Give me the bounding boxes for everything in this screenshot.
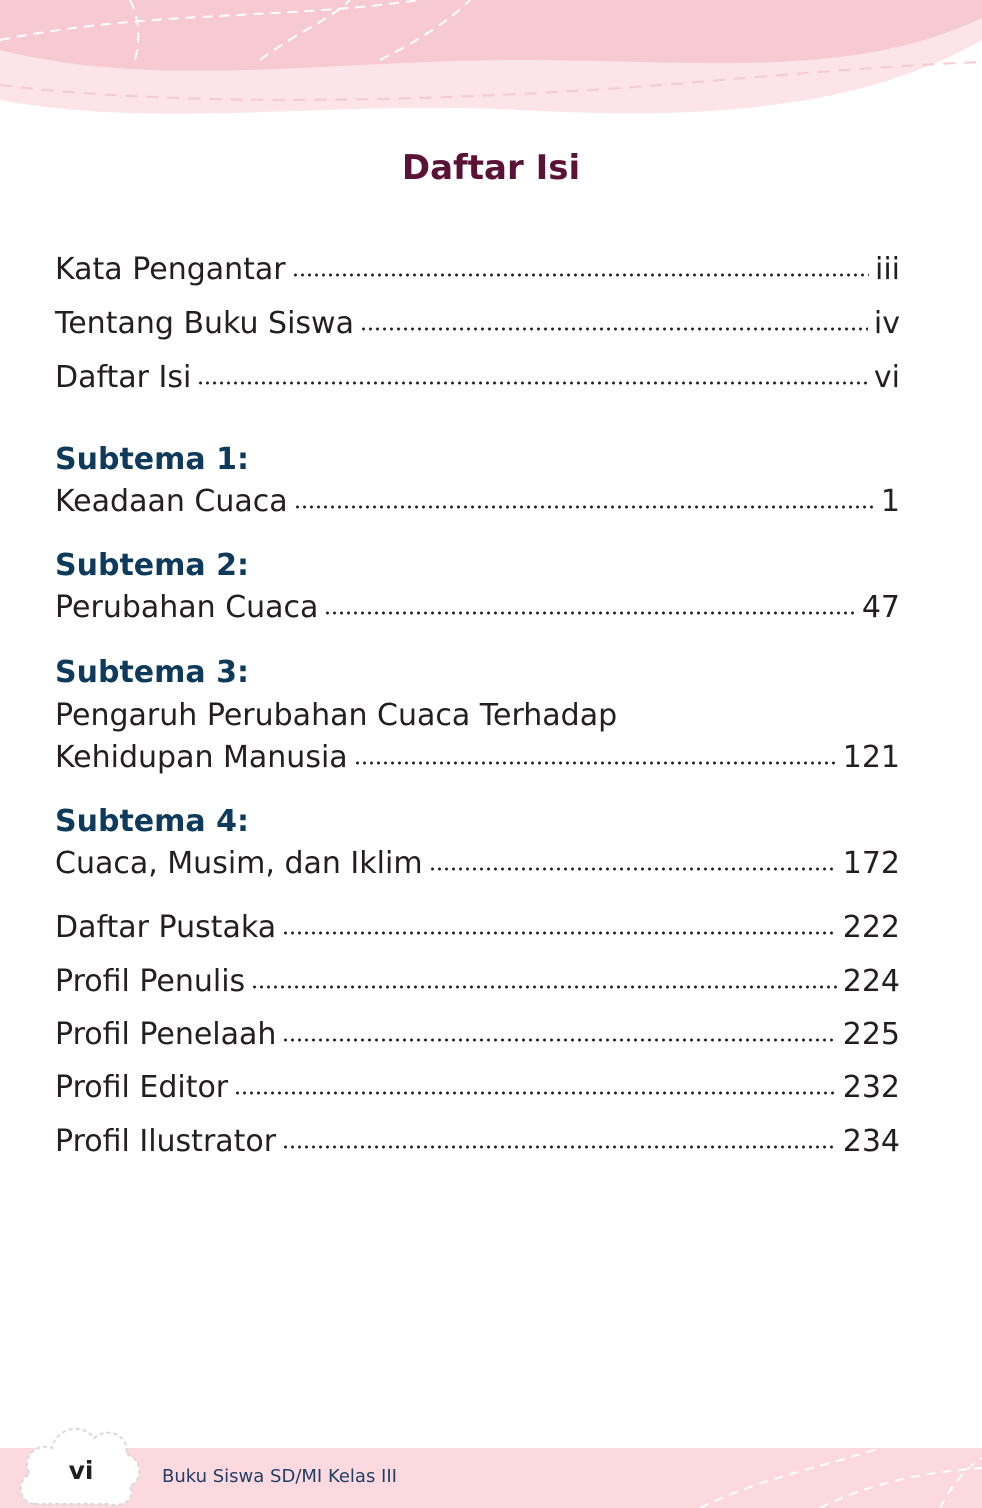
leader-dots [324,611,855,615]
toc-entry-label: Kata Pengantar [55,252,286,287]
toc-entry-daftar-isi[interactable] [55,360,900,402]
leader-dots [251,985,837,989]
toc-entry-profil-ilustrator[interactable] [55,1124,900,1166]
footer-dashed-decoration [0,1448,982,1508]
toc-entry-page: 1 [880,484,900,519]
page-number: vi [68,1456,94,1485]
leader-dots [282,931,837,935]
toc-entry-page: iii [874,252,900,287]
toc-entry-label: Cuaca, Musim, dan Iklim [55,846,423,881]
toc-entry-page: 121 [842,740,900,775]
toc-entry-page: 225 [842,1017,900,1052]
leader-dots [429,867,837,871]
footer-band [0,1448,982,1508]
leader-dots [294,505,875,509]
leader-dots [354,761,837,765]
toc-entry-page: 232 [842,1070,900,1105]
header-wave-decoration [0,0,982,140]
toc-entry-label: Daftar Pustaka [55,910,277,945]
toc-entry-label: Profil Editor [55,1070,229,1105]
toc-entry-label: Profil Penelaah [55,1017,277,1052]
toc-entry-profil-penelaah[interactable] [55,1017,900,1059]
toc-entry-label: Keadaan Cuaca [55,484,288,519]
leader-dots [292,273,869,277]
footer-book-title: Buku Siswa SD/MI Kelas III [162,1466,397,1487]
toc-entry-tentang-buku-siswa[interactable] [55,306,900,348]
toc-entry-subtheme-3[interactable] [55,740,900,782]
toc-entry-label: Tentang Buku Siswa [55,306,354,341]
toc-entry-page: iv [873,306,900,341]
toc-entry-page: 224 [842,964,900,999]
toc-entry-page: 47 [861,590,900,625]
toc-entry-profil-penulis[interactable] [55,964,900,1006]
toc-entry-subtheme-1[interactable] [55,484,900,526]
toc-entry-label: Profil Penulis [55,964,246,999]
leader-dots [360,327,868,331]
toc-entry-page: 234 [842,1124,900,1159]
toc-entry-profil-editor[interactable] [55,1070,900,1112]
toc-entry-page: vi [873,360,900,395]
toc-entry-label: Perubahan Cuaca [55,590,319,625]
toc-entry-subtheme-2[interactable] [55,590,900,632]
subtheme-title-line: Pengaruh Perubahan Cuaca Terhadap [55,698,618,733]
toc-entry-label: Daftar Isi [55,360,192,395]
leader-dots [282,1038,836,1042]
subtheme-heading-4: Subtema 4: [55,804,249,839]
toc-entry-label: Profil Ilustrator [55,1124,277,1159]
toc-entry-subtheme-4[interactable] [55,846,900,888]
leader-dots [282,1145,837,1149]
toc-entry-kata-pengantar[interactable] [55,252,900,294]
leader-dots [197,381,868,385]
subtheme-heading-1: Subtema 1: [55,442,249,477]
toc-entry-label: Kehidupan Manusia [55,740,348,775]
subtheme-heading-3: Subtema 3: [55,655,249,690]
page-title: Daftar Isi [401,148,581,188]
toc-entry-daftar-pustaka[interactable] [55,910,900,952]
leader-dots [234,1091,837,1095]
subtheme-heading-2: Subtema 2: [55,548,249,583]
toc-entry-page: 222 [842,910,900,945]
toc-entry-page: 172 [842,846,900,881]
